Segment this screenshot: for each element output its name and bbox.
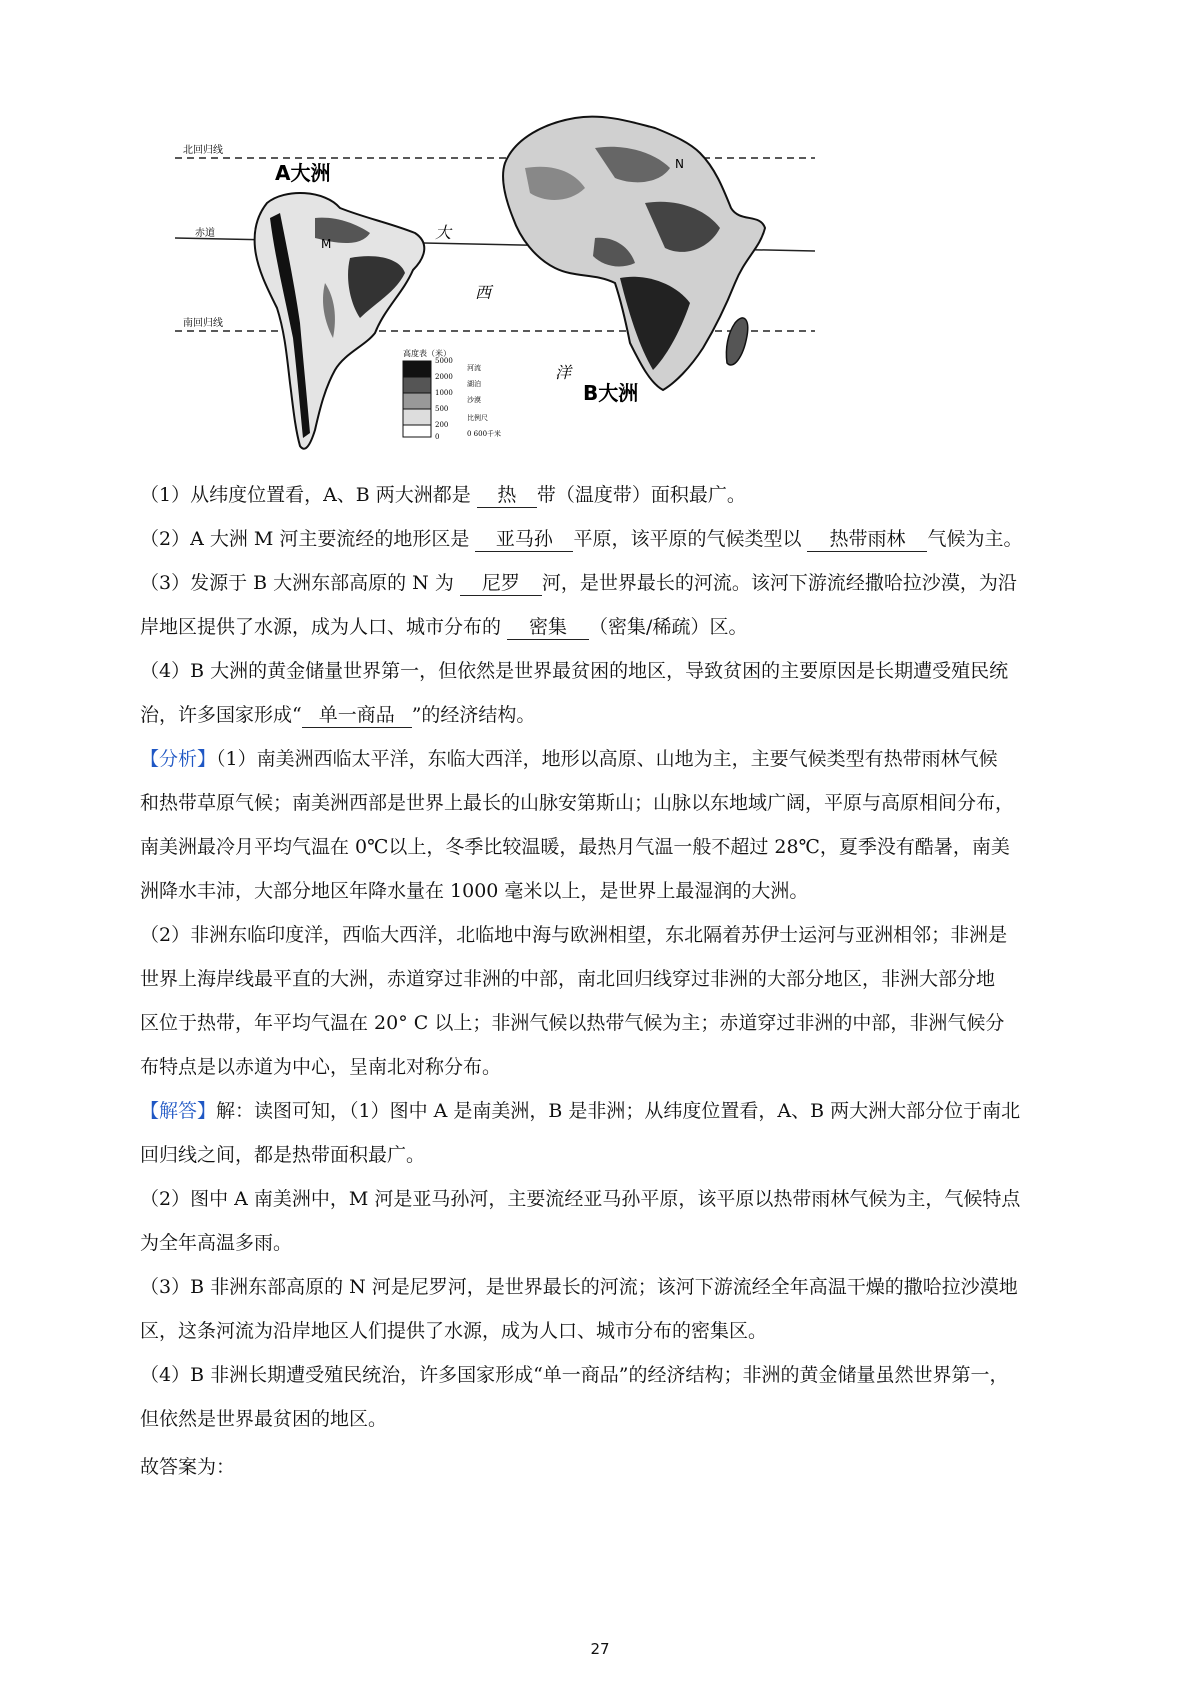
continent-map-figure bbox=[175, 108, 815, 488]
legend-title: 高度表（米） bbox=[403, 349, 451, 358]
analysis-line-1: 【分析】（1）南美洲西临太平洋，东临大西洋，地形以高原、山地为主，主要气候类型有热带雨林气候 bbox=[140, 748, 998, 770]
answer-line-3: （2）图中 A 南美洲中，M 河是亚马孙河，主要流经亚马孙平原，该平原以热带雨林气候为主，气候特点 bbox=[140, 1188, 1021, 1210]
question-4-line-1: （4）B 大洲的黄金储量世界第一，但依然是世界最贫困的地区，导致贫困的主要原因是长期遭受殖民统 bbox=[140, 660, 1009, 682]
south-america-shape bbox=[255, 193, 425, 449]
answer-line-1: 【解答】解：读图可知，（1）图中 A 是南美洲，B 是非洲；从纬度位置看，A、B 两大洲大部分位于南北 bbox=[140, 1100, 1021, 1122]
answer-blank-3a: 尼罗 bbox=[460, 571, 542, 596]
ocean-char-1: 大 bbox=[435, 223, 452, 242]
analysis-line-7: 区位于热带，年平均气温在 20° C 以上；非洲气候以热带气候为主；赤道穿过非洲的中部，非洲气候分 bbox=[140, 1012, 1005, 1034]
answer-line-4: 为全年高温多雨。 bbox=[140, 1232, 293, 1254]
legend-scale-text: 0 600千米 bbox=[467, 430, 502, 438]
question-1: （1）从纬度位置看，A、B 两大洲都是 热 带（温度带）面积最广。 bbox=[140, 484, 746, 506]
analysis-line-6: 世界上海岸线最平直的大洲，赤道穿过非洲的中部，南北回归线穿过非洲的大部分地区，非洲大部分地 bbox=[140, 968, 996, 990]
answer-line-5: （3）B 非洲东部高原的 N 河是尼罗河，是世界最长的河流；该河下游流经全年高温干燥的撒哈拉沙漠地 bbox=[140, 1276, 1018, 1298]
answer-blank-4: 单一商品 bbox=[302, 703, 412, 728]
continent-b-label: B大洲 bbox=[583, 381, 639, 405]
equator-label: 赤道 bbox=[195, 228, 215, 239]
answer-line-2: 回归线之间，都是热带面积最广。 bbox=[140, 1144, 426, 1166]
legend-symbol-desert: 沙漠 bbox=[467, 396, 481, 404]
answer-line-7: （4）B 非洲长期遭受殖民统治，许多国家形成“单一商品”的经济结构；非洲的黄金储量虽然世界第一， bbox=[140, 1364, 1009, 1386]
africa-shape bbox=[503, 117, 765, 390]
answer-line-8: 但依然是世界最贫困的地区。 bbox=[140, 1408, 388, 1430]
elevation-legend bbox=[403, 348, 501, 441]
m-river-label: M bbox=[321, 237, 332, 251]
answer-line-6: 区，这条河流为沿岸地区人们提供了水源，成为人口、城市分布的密集区。 bbox=[140, 1320, 768, 1342]
legend-level-5: 200 bbox=[435, 421, 449, 429]
legend-symbol-scale: 比例尺 bbox=[467, 414, 488, 422]
legend-level-3: 1000 bbox=[435, 389, 453, 397]
legend-level-2: 2000 bbox=[435, 373, 453, 381]
analysis-line-8: 布特点是以赤道为中心，呈南北对称分布。 bbox=[140, 1056, 502, 1078]
answer-blank-2b: 热带雨林 bbox=[807, 527, 927, 552]
question-4-line-2: 治，许多国家形成“ 单一商品 ”的经济结构。 bbox=[140, 704, 536, 726]
ocean-char-3: 洋 bbox=[555, 363, 572, 382]
continent-a-label: A大洲 bbox=[275, 161, 331, 185]
answer-blank-1: 热 bbox=[477, 483, 537, 508]
page-number: 27 bbox=[590, 1640, 610, 1658]
analysis-line-5: （2）非洲东临印度洋，西临大西洋，北临地中海与欧洲相望，东北隔着苏伊士运河与亚洲相邻；非洲是 bbox=[140, 924, 1008, 946]
legend-symbol-lake: 湖泊 bbox=[467, 380, 481, 388]
n-river-label: N bbox=[675, 157, 684, 171]
legend-level-4: 500 bbox=[435, 405, 449, 413]
analysis-line-2: 和热带草原气候；南美洲西部是世界上最长的山脉安第斯山；山脉以东地域广阔，平原与高原相间分布， bbox=[140, 792, 1015, 814]
answer-blank-3b: 密集 bbox=[507, 615, 589, 640]
question-3-line-1: （3）发源于 B 大洲东部高原的 N 为 尼罗 河，是世界最长的河流。该河下游流经撒哈拉沙漠，为沿 bbox=[140, 572, 1017, 594]
question-3-line-2: 岸地区提供了水源，成为人口、城市分布的 密集 （密集/稀疏）区。 bbox=[140, 616, 748, 638]
answer-blank-2a: 亚马孙 bbox=[475, 527, 573, 552]
tropic-south-label: 南回归线 bbox=[183, 318, 223, 329]
ocean-char-2: 西 bbox=[475, 283, 492, 302]
legend-symbol-river: 河流 bbox=[467, 364, 481, 372]
analysis-tag: 【分析】 bbox=[140, 748, 217, 770]
answer-final: 故答案为： bbox=[140, 1456, 236, 1478]
tropic-north-label: 北回归线 bbox=[183, 145, 223, 156]
legend-level-6: 0 bbox=[435, 433, 440, 441]
answer-tag: 【解答】 bbox=[140, 1100, 217, 1122]
question-2: （2）A 大洲 M 河主要流经的地形区是 亚马孙 平原，该平原的气候类型以 热带雨林 气候为主。 bbox=[140, 528, 1023, 550]
analysis-line-3: 南美洲最冷月平均气温在 0℃以上，冬季比较温暖，最热月气温一般不超过 28℃，夏季没有酷暑，南美 bbox=[140, 836, 1010, 858]
legend-level-1: 5000 bbox=[435, 357, 453, 365]
analysis-line-4: 洲降水丰沛，大部分地区年降水量在 1000 毫米以上，是世界上最湿润的大洲。 bbox=[140, 880, 809, 902]
